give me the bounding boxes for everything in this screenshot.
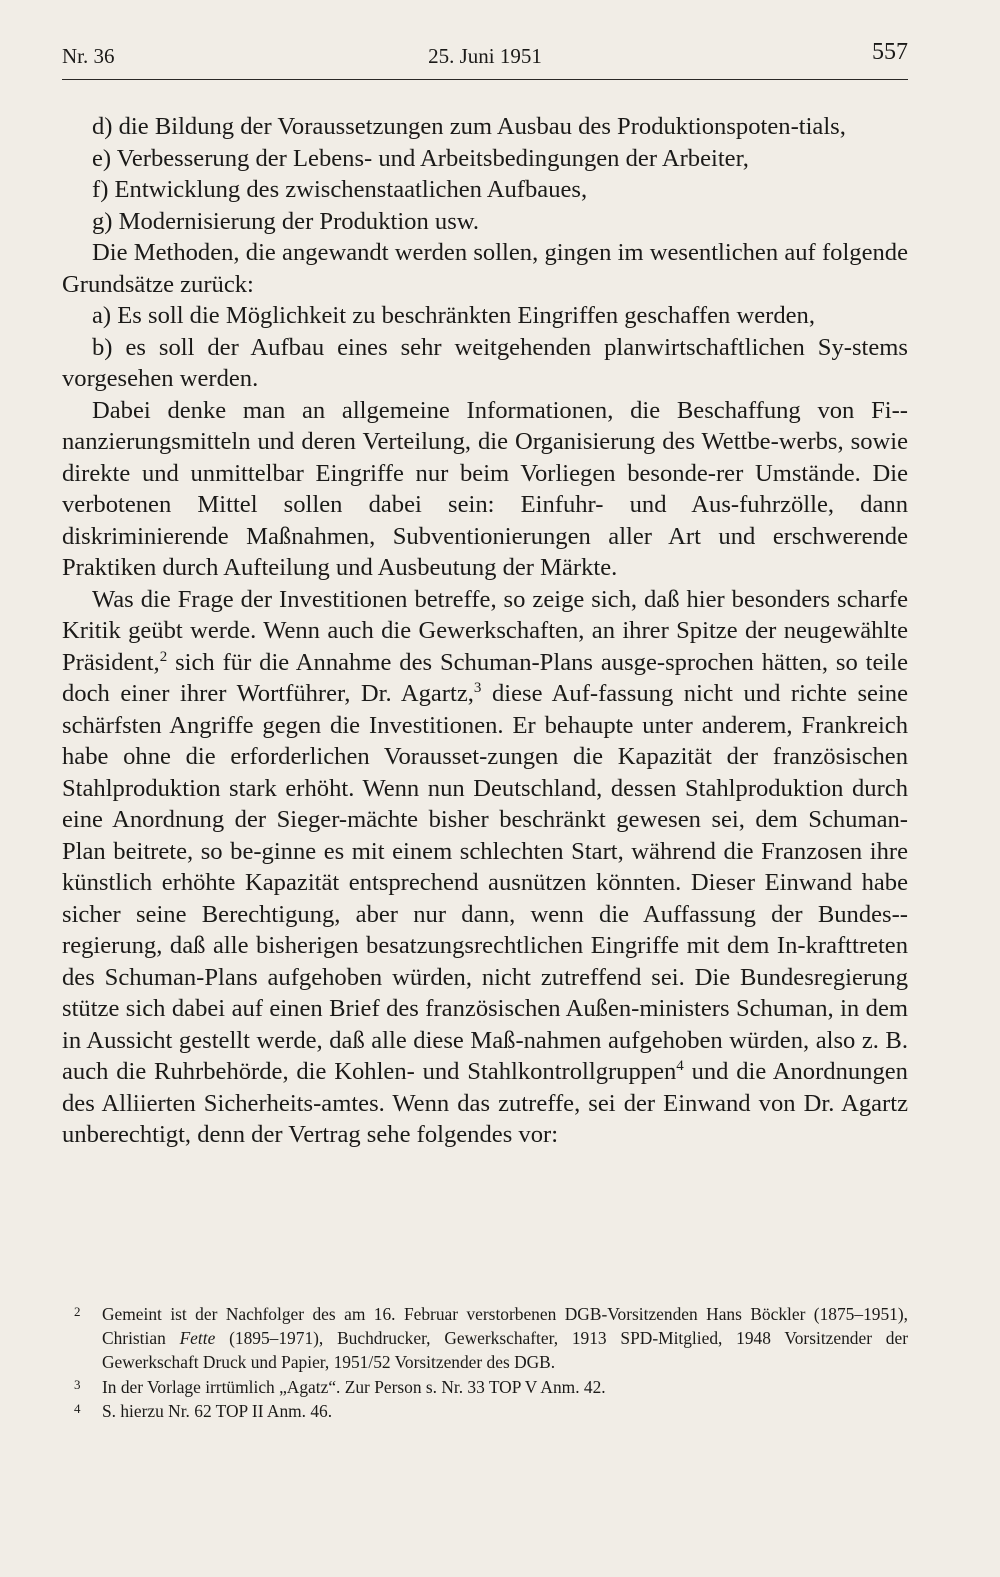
- paragraph-item-a: a) Es soll die Möglichkeit zu beschränkten Eingriffen geschaffen werden,: [92, 302, 815, 329]
- footnote-name-italic: Fette: [179, 1328, 216, 1349]
- footnote-2: [62, 1302, 908, 1375]
- paragraph-item-g: g) Modernisierung der Produktion usw.: [92, 207, 480, 235]
- running-header: [62, 39, 908, 78]
- footnote-text: In der Vorlage irrtümlich „Agatz“. Zur Person s. Nr. 33 TOP V Anm. 42.: [102, 1376, 606, 1397]
- paragraph-text-part: sich für die Annahme des Schuman-Plans ausge-sprochen hätten, so teile doch einer ihrer Wortführer, Dr. Agartz,: [62, 648, 908, 707]
- footnote-number: 3: [74, 1376, 81, 1392]
- paragraph-item-d: d) die Bildung der Voraussetzungen zum Ausbau des Produktionspoten-tials,: [92, 113, 846, 140]
- paragraph-text-part: diese Auf-fassung nicht und richte seine schärfsten Angriffe gegen die Investitionen. Er behaupte unter anderem, Frankreich habe ohne die erforderlichen Vorausset-zungen die Kapazität der französischen Stahlproduktion stark erhöht. Wenn nun Deutschland, dessen Stahlproduktion durch eine Anordnung der Sieger-mächte bisher beschränkt gewesen sei, dem Schuman-Plan beitrete, so be-ginne es mit einem schlechten Start, während die Franzosen ihre künstlich erhöhte Kapazität entsprechend ausnützen könnten. Dieser Einwand habe sicher seine Berechtigung, aber nur dann, wenn die Auffassung der Bundes-regierung, daß alle bisherigen besatzungsrechtlichen Eingriffe mit dem In-krafttreten des Schuman-Plans aufgehoben würden, nicht zutreffend sei. Die Bundesregierung stütze sich dabei auf einen Brief des französischen Außen-ministers Schuman, in dem in Aussicht gestellt werde, daß alle diese Maß-nahmen aufgehoben würden, also z. B. auch die Ruhrbehörde, die Kohlen- und Stahlkontrollgruppen: [62, 680, 908, 1085]
- footnote-ref-2[interactable]: 2: [159, 648, 168, 665]
- footnote-number: 4: [74, 1400, 81, 1416]
- footnote-4: [62, 1399, 908, 1423]
- document-number: Nr. 36: [62, 44, 115, 68]
- footnote-3: [62, 1375, 908, 1399]
- paragraph-item-f: f) Entwicklung des zwischenstaatlichen Aufbaues,: [92, 176, 588, 203]
- paragraph-methoden: Die Methoden, die angewandt werden sollen, gingen im wesentlichen auf folgende Grundsätze zurück:: [62, 239, 908, 298]
- header-rule: [62, 79, 908, 80]
- footnote-ref-3[interactable]: 3: [473, 679, 482, 696]
- footnote-text: S. hierzu Nr. 62 TOP II Anm. 46.: [102, 1400, 333, 1421]
- paragraph-text-part: Was die Frage der Investitionen betreffe, so zeige sich, daß hier besonders scharfe Kritik geübt werde. Wenn auch die Gewerkschaften, an ihrer Spitze der neugewählte Präsident,: [62, 585, 908, 676]
- paragraph-investitionen: [62, 584, 908, 1151]
- footnotes: [62, 1302, 908, 1423]
- paragraph-text-part: und die Anordnungen des Alliierten Sicherheits-amtes. Wenn das zutreffe, sei der Einwand von Dr. Agartz unberechtigt, denn der Vertrag sehe folgendes vor:: [62, 1058, 908, 1148]
- footnote-text: (1895–1971), Buchdrucker, Gewerkschafter, 1913 SPD-Mitglied, 1948 Vorsitzender der Gewerkschaft Druck und Papier, 1951/52 Vorsitzender des DGB.: [102, 1328, 908, 1373]
- footnote-ref-4[interactable]: 4: [676, 1057, 684, 1074]
- main-text: [62, 111, 908, 1151]
- paragraph-item-e: e) Verbesserung der Lebens- und Arbeitsbedingungen der Arbeiter,: [92, 144, 749, 172]
- page-number: 557: [872, 39, 908, 65]
- paragraph-item-b: b) es soll der Aufbau eines sehr weitgehenden planwirtschaftlichen Sy-stems vorgesehen werden.: [62, 333, 908, 392]
- footnote-number: 2: [74, 1304, 81, 1319]
- footnote-text: Gemeint ist der Nachfolger des am 16. Februar verstorbenen DGB-Vorsitzenden Hans Böckler (1875–1951), Christian: [102, 1304, 908, 1349]
- paragraph-informationen: Dabei denke man an allgemeine Informationen, die Beschaffung von Fi-nanzierungsmitteln und deren Verteilung, die Organisierung des Wettbe-werbs, sowie direkte und unmittelbar Eingriffe nur beim Vorliegen besonde-rer Umstände. Die verbotenen Mittel sollen dabei sein: Einfuhr- und Aus-fuhrzölle, dann diskriminierende Maßnahmen, Subventionierungen aller Art und erschwerende Praktiken durch Aufteilung und Ausbeutung der Märkte.: [62, 396, 908, 581]
- document-date: 25. Juni 1951: [428, 44, 542, 68]
